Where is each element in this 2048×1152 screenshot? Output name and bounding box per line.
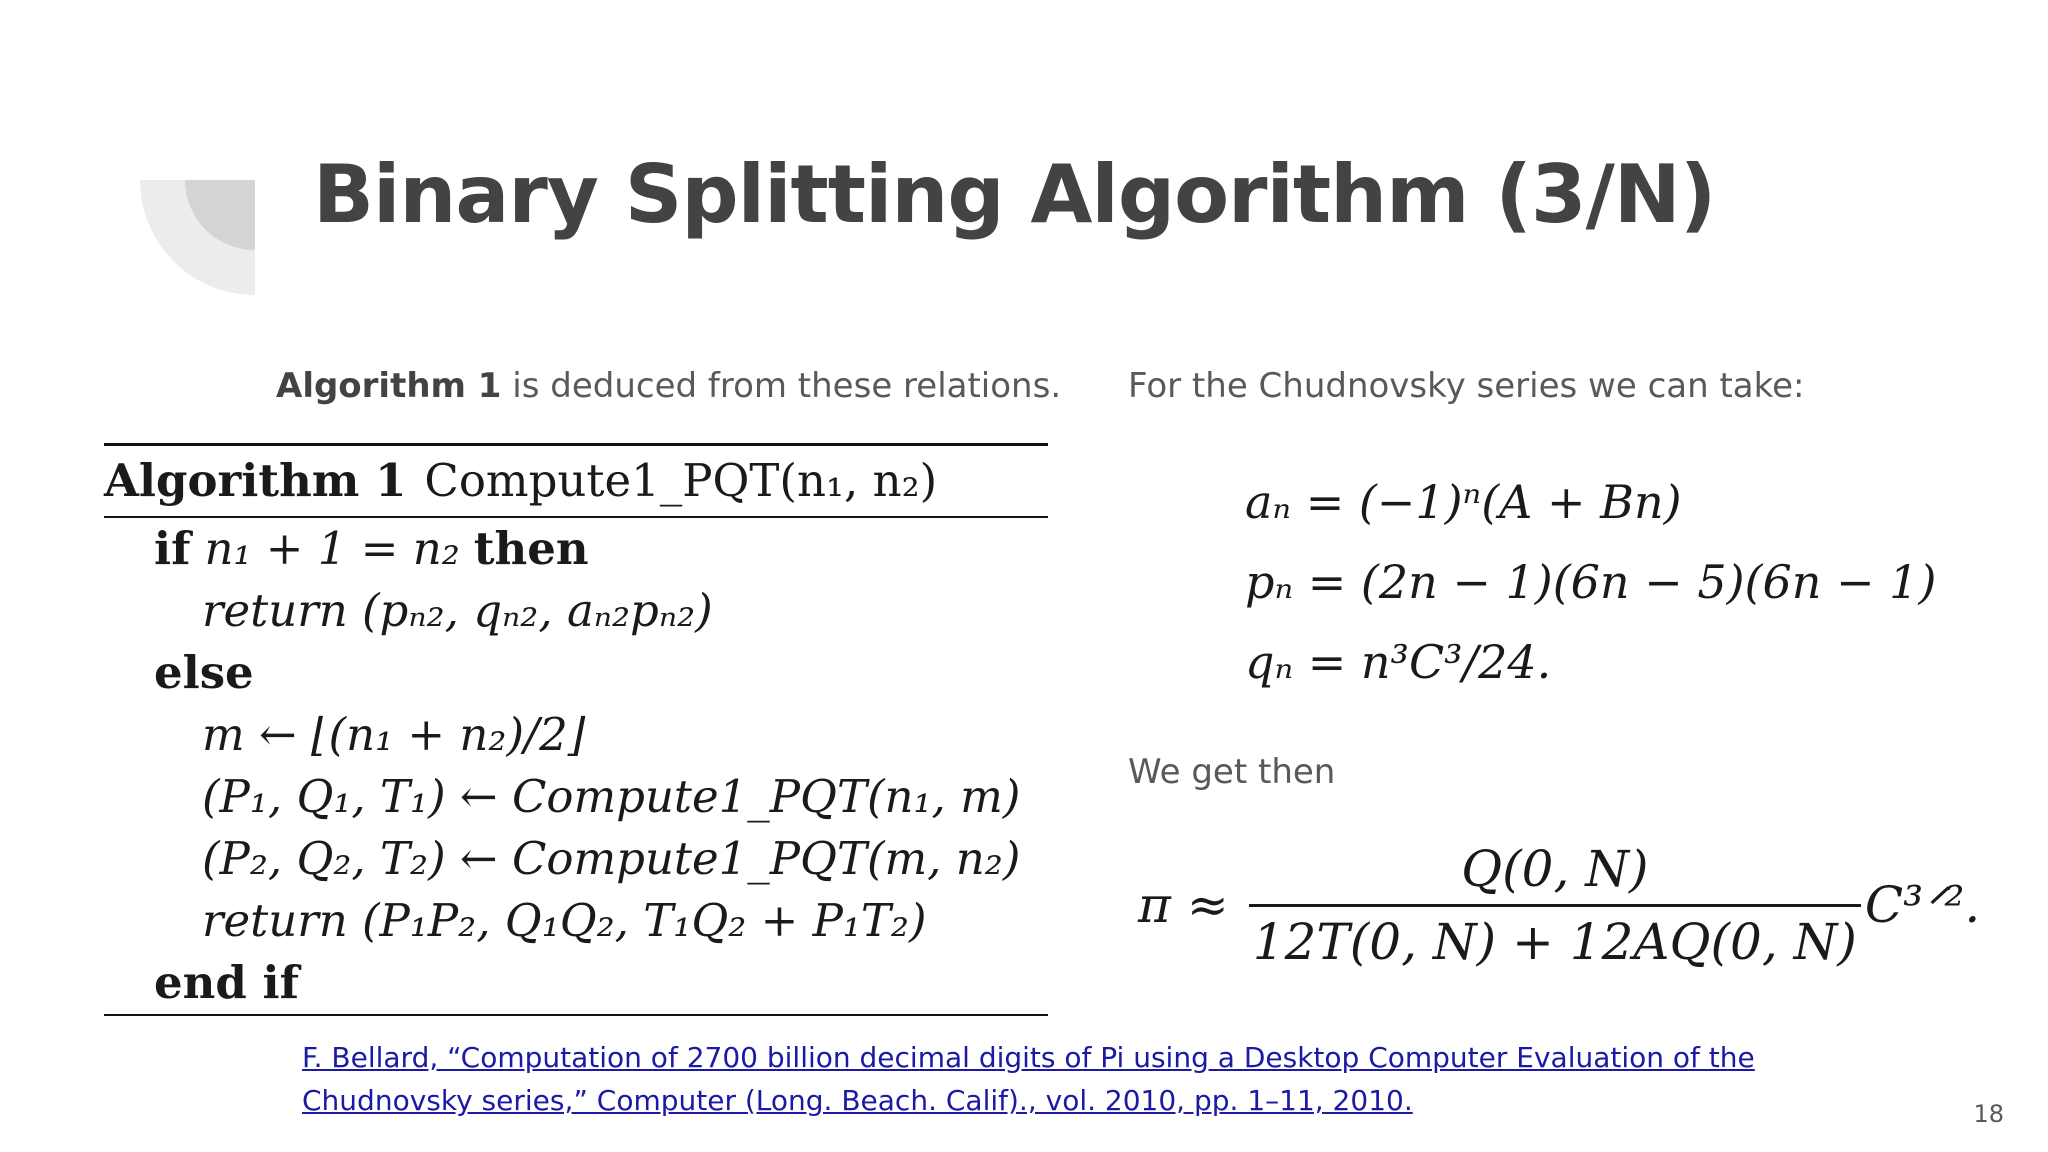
- algorithm-line: [104, 890, 1048, 952]
- algorithm-line: [104, 580, 1048, 642]
- pi-approximation-formula: [1138, 830, 1980, 980]
- algorithm-box: [104, 443, 1048, 1016]
- fraction-numerator: Q(0, N): [1461, 839, 1649, 898]
- algorithm-keyword: then: [473, 522, 589, 575]
- approx-symbol: ≈: [1186, 876, 1229, 934]
- page-number: 18: [1973, 1100, 2004, 1128]
- algorithm-line: [104, 828, 1048, 890]
- algorithm-lines: [104, 518, 1048, 1014]
- algorithm-keyword: else: [154, 646, 254, 699]
- algorithm-statement: (P₂, Q₂, T₂) ← Compute1_PQT(m, n₂): [202, 832, 1021, 885]
- algorithm-label: Algorithm 1: [104, 454, 407, 507]
- algorithm-keyword: if: [154, 522, 191, 575]
- chudnovsky-intro-text: For the Chudnovsky series we can take:: [1128, 366, 1805, 406]
- algorithm-intro-bold: Algorithm 1: [276, 366, 502, 406]
- algorithm-line: [104, 642, 1048, 704]
- algorithm-keyword: end if: [154, 956, 299, 1009]
- slide-title: Binary Splitting Algorithm (3/N): [313, 148, 1716, 241]
- decorative-quarter-circle-icon: [140, 180, 255, 295]
- formula-p-n: pₙ = (2n − 1)(6n − 5)(6n − 1): [1245, 555, 1937, 609]
- formula-a-n: aₙ = (−1)ⁿ(A + Bn): [1245, 475, 1682, 529]
- algorithm-statement: return (pₙ₂, qₙ₂, aₙ₂pₙ₂): [202, 584, 713, 637]
- algorithm-intro-text: [276, 366, 1061, 406]
- algorithm-line: [104, 704, 1048, 766]
- algorithm-line: [104, 766, 1048, 828]
- we-get-then-text: We get then: [1128, 752, 1336, 792]
- reference-link[interactable]: F. Bellard, “Computation of 2700 billion decimal digits of Pi using a Desktop Computer Evaluation of the Chudnovsky series,” Computer (Long. Beach. Calif)., vol. 2010, pp. 1–11, 2010.: [302, 1041, 1755, 1117]
- algorithm-line: [104, 518, 1048, 580]
- fraction-suffix: C³ᐟ².: [1864, 876, 1981, 934]
- algorithm-line: [104, 952, 1048, 1014]
- chudnovsky-formulas: [1245, 462, 1936, 702]
- pi-fraction: [1249, 840, 1861, 971]
- pi-symbol: π: [1138, 876, 1171, 934]
- algorithm-header: [104, 446, 1048, 516]
- formula-q-n: qₙ = n³C³/24.: [1245, 635, 1552, 689]
- algorithm-statement: return (P₁P₂, Q₁Q₂, T₁Q₂ + P₁T₂): [202, 894, 927, 947]
- algorithm-statement: m ← ⌊(n₁ + n₂)/2⌋: [202, 708, 586, 761]
- algorithm-bottom-rule: [104, 1014, 1048, 1016]
- algorithm-intro-rest: is deduced from these relations.: [501, 366, 1062, 406]
- algorithm-statement: n₁ + 1 = n₂: [204, 522, 460, 575]
- fraction-denominator: 12T(0, N) + 12AQ(0, N): [1249, 904, 1861, 971]
- algorithm-statement: (P₁, Q₁, T₁) ← Compute1_PQT(n₁, m): [202, 770, 1021, 823]
- algorithm-name: Compute1_PQT(n₁, n₂): [424, 454, 938, 507]
